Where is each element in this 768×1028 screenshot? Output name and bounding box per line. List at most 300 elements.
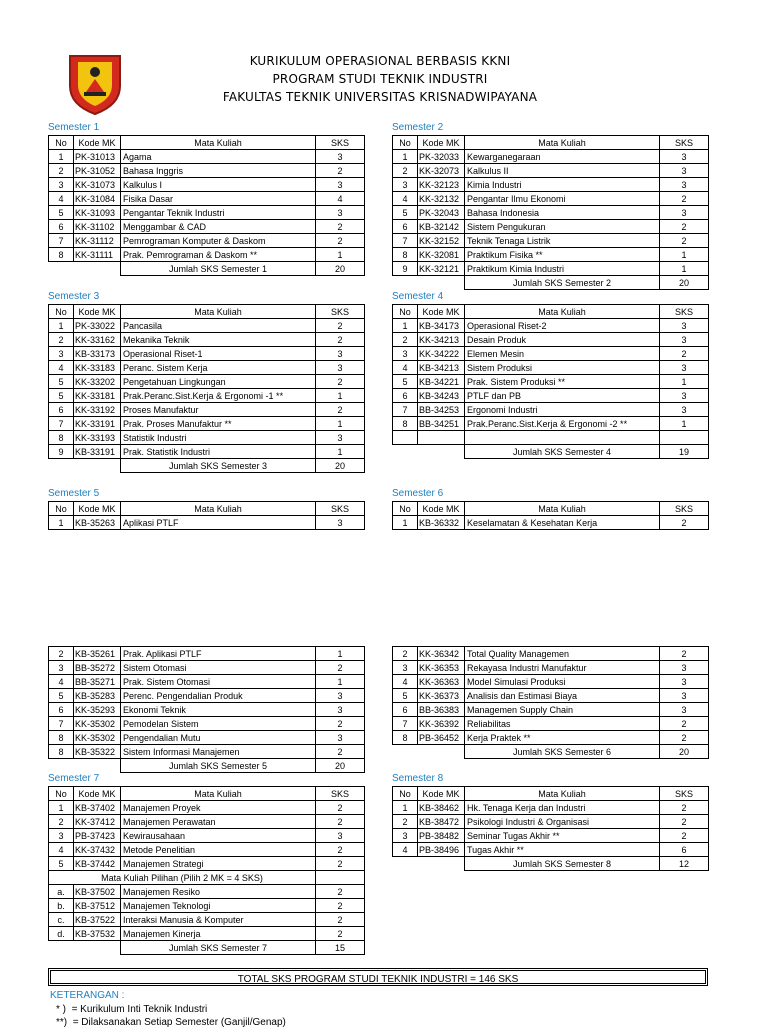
table-row	[49, 150, 365, 164]
table-row	[49, 731, 365, 745]
course-code: KK-36353	[418, 661, 465, 675]
total-value: 15	[316, 941, 365, 955]
table-row	[49, 745, 365, 759]
course-code: PK-31052	[74, 164, 121, 178]
course-no: 9	[49, 445, 74, 459]
course-code: KB-37502	[74, 885, 121, 899]
course-code: KK-32121	[418, 262, 465, 276]
table-row	[393, 319, 709, 333]
course-no: 8	[49, 431, 74, 445]
col-no-header: No	[393, 787, 418, 801]
course-name: Teknik Tenaga Listrik	[465, 234, 660, 248]
course-sks: 1	[316, 417, 365, 431]
total-value: 20	[316, 759, 365, 773]
course-no: 6	[49, 403, 74, 417]
total-blank	[393, 276, 465, 290]
semester-2-table	[392, 135, 709, 290]
keterangan-mark-2: **)	[56, 1017, 68, 1028]
course-sks: 1	[316, 675, 365, 689]
table-row	[393, 375, 709, 389]
keterangan-text-1: = Kurikulum Inti Teknik Industri	[71, 1004, 208, 1015]
course-no: 6	[49, 703, 74, 717]
course-name: Ergonomi Industri	[465, 403, 660, 417]
course-sks: 1	[316, 445, 365, 459]
course-name: Model Simulasi Produksi	[465, 675, 660, 689]
course-name: Manajemen Resiko	[121, 885, 316, 899]
table-row	[49, 516, 365, 530]
course-sks: 1	[660, 417, 709, 431]
course-no: 3	[49, 178, 74, 192]
course-no: 6	[393, 703, 418, 717]
table-row	[49, 843, 365, 857]
course-name: Kewirausahaan	[121, 829, 316, 843]
course-sks: 2	[660, 192, 709, 206]
table-row	[49, 431, 365, 445]
semester-1-table	[48, 135, 365, 276]
course-code: KB-37512	[74, 899, 121, 913]
course-code: KB-33191	[74, 445, 121, 459]
course-sks: 2	[316, 220, 365, 234]
table-row	[49, 927, 365, 941]
course-code: BB-34253	[418, 403, 465, 417]
course-no: 4	[49, 675, 74, 689]
course-sks: 1	[316, 389, 365, 403]
table-row	[49, 689, 365, 703]
course-no: 8	[49, 248, 74, 262]
table-row	[393, 248, 709, 262]
course-code: KK-34222	[418, 347, 465, 361]
course-sks: 2	[316, 857, 365, 871]
course-no: 7	[49, 717, 74, 731]
table-row	[49, 333, 365, 347]
course-sks: 2	[660, 647, 709, 661]
course-code: PK-33022	[74, 319, 121, 333]
total-blank	[393, 445, 465, 459]
empty-cell	[393, 431, 418, 445]
col-kode-header: Kode MK	[74, 136, 121, 150]
col-no-header: No	[49, 502, 74, 516]
course-no: 6	[49, 220, 74, 234]
course-code: KK-31093	[74, 206, 121, 220]
empty-row	[393, 431, 709, 445]
course-code: KK-33191	[74, 417, 121, 431]
course-code: PB-37423	[74, 829, 121, 843]
table-row	[49, 857, 365, 871]
course-code: KK-37432	[74, 843, 121, 857]
table-header-row	[49, 502, 365, 516]
course-code: KK-32123	[418, 178, 465, 192]
doc-title-line1: KURIKULUM OPERASIONAL BERBASIS KKNI	[249, 54, 511, 68]
course-code: BB-34251	[418, 417, 465, 431]
table-row	[393, 516, 709, 530]
course-sks: 3	[660, 703, 709, 717]
course-name: Prak. Proses Manufaktur **	[121, 417, 316, 431]
course-name: Psikologi Industri & Organisasi	[465, 815, 660, 829]
col-mk-header: Mata Kuliah	[121, 502, 316, 516]
table-row	[49, 445, 365, 459]
course-name: Proses Manufaktur	[121, 403, 316, 417]
course-sks: 2	[316, 927, 365, 941]
university-logo	[66, 52, 124, 116]
col-sks-header: SKS	[660, 502, 709, 516]
table-row	[393, 178, 709, 192]
course-code: KB-38472	[418, 815, 465, 829]
elective-blank	[316, 871, 365, 885]
doc-title-line3: FAKULTAS TEKNIK UNIVERSITAS KRISNADWIPAYANA	[222, 90, 538, 104]
course-sks: 2	[316, 333, 365, 347]
course-name: Pengendalian Mutu	[121, 731, 316, 745]
course-sks: 2	[660, 717, 709, 731]
col-kode-header: Kode MK	[74, 502, 121, 516]
col-no-header: No	[49, 305, 74, 319]
table-row	[393, 164, 709, 178]
table-row	[393, 361, 709, 375]
course-code: KK-36363	[418, 675, 465, 689]
course-name: Prak.Peranc.Sist.Kerja & Ergonomi -2 **	[465, 417, 660, 431]
course-sks: 3	[660, 178, 709, 192]
course-name: Peranc. Sistem Kerja	[121, 361, 316, 375]
total-label: Jumlah SKS Semester 3	[121, 459, 316, 473]
table-header-row	[393, 136, 709, 150]
table-row	[49, 829, 365, 843]
course-name: Manajemen Perawatan	[121, 815, 316, 829]
semester-8-table	[392, 786, 709, 871]
course-code: KB-34213	[418, 361, 465, 375]
course-code: KB-36332	[418, 516, 465, 530]
total-label: Jumlah SKS Semester 5	[121, 759, 316, 773]
total-row	[393, 445, 709, 459]
table-row	[393, 347, 709, 361]
semester-3-table	[48, 304, 365, 473]
course-code: PB-38482	[418, 829, 465, 843]
total-blank	[393, 745, 465, 759]
course-code: KK-33192	[74, 403, 121, 417]
semester-6-block-bottom	[392, 646, 709, 759]
course-code: KK-36342	[418, 647, 465, 661]
col-sks-header: SKS	[316, 136, 365, 150]
course-sks: 1	[660, 248, 709, 262]
col-kode-header: Kode MK	[74, 787, 121, 801]
course-sks: 1	[316, 647, 365, 661]
course-sks: 3	[316, 516, 365, 530]
course-sks: 2	[660, 801, 709, 815]
col-sks-header: SKS	[660, 136, 709, 150]
total-row	[393, 745, 709, 759]
table-row	[49, 899, 365, 913]
course-name: Kimia Industri	[465, 178, 660, 192]
course-no: 1	[49, 801, 74, 815]
total-label: Jumlah SKS Semester 2	[465, 276, 660, 290]
course-name: Prak. Sistem Otomasi	[121, 675, 316, 689]
course-no: 6	[393, 220, 418, 234]
course-sks: 3	[660, 206, 709, 220]
col-mk-header: Mata Kuliah	[465, 305, 660, 319]
semester-1-label: Semester 1	[48, 122, 100, 133]
course-no: 2	[393, 647, 418, 661]
course-no: 1	[49, 516, 74, 530]
semester-5-block-bottom	[48, 646, 365, 773]
course-sks: 3	[660, 689, 709, 703]
course-code: PK-32043	[418, 206, 465, 220]
course-no: 3	[49, 347, 74, 361]
course-code: KK-31111	[74, 248, 121, 262]
table-row	[49, 661, 365, 675]
col-no-header: No	[393, 136, 418, 150]
course-code: KK-33193	[74, 431, 121, 445]
course-code: KB-37442	[74, 857, 121, 871]
course-name: Hk. Tenaga Kerja dan Industri	[465, 801, 660, 815]
col-kode-header: Kode MK	[418, 305, 465, 319]
table-row	[393, 220, 709, 234]
course-name: Ekonomi Teknik	[121, 703, 316, 717]
elective-header-row	[49, 871, 365, 885]
table-row	[49, 403, 365, 417]
table-header-row	[49, 136, 365, 150]
course-name: Sistem Otomasi	[121, 661, 316, 675]
course-name: Managemen Supply Chain	[465, 703, 660, 717]
semester-6-table-top	[392, 501, 709, 530]
course-sks: 2	[660, 815, 709, 829]
course-name: Manajemen Strategi	[121, 857, 316, 871]
course-no: 5	[49, 689, 74, 703]
semester-7-block	[48, 772, 365, 955]
course-sks: 3	[316, 361, 365, 375]
course-no: 4	[49, 843, 74, 857]
course-sks: 2	[660, 347, 709, 361]
semester-3-block	[48, 290, 365, 473]
table-row	[49, 647, 365, 661]
course-sks: 4	[316, 192, 365, 206]
course-name: Operasional Riset-1	[121, 347, 316, 361]
course-sks: 2	[660, 829, 709, 843]
keterangan-text-2: = Dilaksanakan Setiap Semester (Ganjil/Genap)	[72, 1017, 286, 1028]
course-sks: 3	[660, 661, 709, 675]
course-code: KK-33183	[74, 361, 121, 375]
course-sks: 2	[316, 717, 365, 731]
total-row	[49, 759, 365, 773]
semester-5-label: Semester 5	[48, 488, 100, 499]
semester-1-block	[48, 121, 365, 276]
total-row	[49, 459, 365, 473]
course-name: Operasional Riset-2	[465, 319, 660, 333]
course-name: Prak. Sistem Produksi **	[465, 375, 660, 389]
doc-title-line2: PROGRAM STUDI TEKNIK INDUSTRI	[272, 72, 488, 86]
course-sks: 2	[316, 913, 365, 927]
col-sks-header: SKS	[660, 305, 709, 319]
total-value: 19	[660, 445, 709, 459]
col-sks-header: SKS	[316, 305, 365, 319]
course-code: KB-32142	[418, 220, 465, 234]
total-row	[393, 857, 709, 871]
course-sks: 1	[316, 248, 365, 262]
course-name: PTLF dan PB	[465, 389, 660, 403]
course-name: Kerja Praktek **	[465, 731, 660, 745]
course-code: PB-38496	[418, 843, 465, 857]
course-name: Pengantar Teknik Industri	[121, 206, 316, 220]
course-sks: 2	[316, 319, 365, 333]
course-sks: 3	[316, 703, 365, 717]
semester-7-label: Semester 7	[48, 773, 100, 784]
course-name: Manajemen Kinerja	[121, 927, 316, 941]
col-mk-header: Mata Kuliah	[121, 136, 316, 150]
total-blank	[49, 941, 121, 955]
table-row	[393, 843, 709, 857]
course-name: Pengetahuan Lingkungan	[121, 375, 316, 389]
course-code: KK-35302	[74, 717, 121, 731]
total-blank	[393, 857, 465, 871]
total-label: Jumlah SKS Semester 6	[465, 745, 660, 759]
course-no: 4	[393, 675, 418, 689]
table-row	[393, 689, 709, 703]
course-name: Sistem Pengukuran	[465, 220, 660, 234]
course-name: Sistem Produksi	[465, 361, 660, 375]
table-row	[393, 661, 709, 675]
grand-total: TOTAL SKS PROGRAM STUDI TEKNIK INDUSTRI = 146 SKS	[48, 968, 708, 986]
course-code: KK-33202	[74, 375, 121, 389]
semester-5-table-top	[48, 501, 365, 530]
course-no: 2	[393, 164, 418, 178]
total-row	[393, 276, 709, 290]
course-name: Pancasila	[121, 319, 316, 333]
empty-cell	[418, 431, 465, 445]
course-code: KK-37412	[74, 815, 121, 829]
total-blank	[49, 759, 121, 773]
keterangan-mark-1: * )	[56, 1004, 66, 1015]
course-no: 1	[393, 319, 418, 333]
course-sks: 2	[660, 220, 709, 234]
course-no: b.	[49, 899, 74, 913]
course-no: 4	[393, 843, 418, 857]
course-no: a.	[49, 885, 74, 899]
course-code: KB-34173	[418, 319, 465, 333]
course-name: Praktikum Fisika **	[465, 248, 660, 262]
course-name: Statistik Industri	[121, 431, 316, 445]
course-name: Analisis dan Estimasi Biaya	[465, 689, 660, 703]
course-sks: 3	[660, 164, 709, 178]
table-row	[393, 703, 709, 717]
course-no: 8	[49, 731, 74, 745]
course-no: c.	[49, 913, 74, 927]
course-name: Desain Produk	[465, 333, 660, 347]
course-code: KK-33162	[74, 333, 121, 347]
col-no-header: No	[393, 502, 418, 516]
total-label: Jumlah SKS Semester 4	[465, 445, 660, 459]
col-kode-header: Kode MK	[74, 305, 121, 319]
course-sks: 2	[316, 661, 365, 675]
table-row	[49, 192, 365, 206]
course-name: Kalkulus II	[465, 164, 660, 178]
table-header-row	[393, 787, 709, 801]
col-sks-header: SKS	[660, 787, 709, 801]
course-no: 3	[393, 178, 418, 192]
course-sks: 2	[316, 745, 365, 759]
course-no: 1	[49, 150, 74, 164]
course-name: Sistem Informasi Manajemen	[121, 745, 316, 759]
course-no: 2	[49, 815, 74, 829]
table-row	[393, 815, 709, 829]
table-row	[49, 178, 365, 192]
col-kode-header: Kode MK	[418, 136, 465, 150]
course-sks: 3	[316, 347, 365, 361]
course-no: 2	[49, 333, 74, 347]
course-code: KK-36373	[418, 689, 465, 703]
course-code: BB-35272	[74, 661, 121, 675]
course-sks: 3	[660, 361, 709, 375]
course-no: 4	[393, 192, 418, 206]
course-no: 2	[393, 815, 418, 829]
course-code: PK-32033	[418, 150, 465, 164]
course-no: 7	[49, 234, 74, 248]
course-no: 7	[393, 403, 418, 417]
table-header-row	[49, 787, 365, 801]
table-row	[393, 647, 709, 661]
course-code: KK-35293	[74, 703, 121, 717]
total-value: 20	[660, 276, 709, 290]
course-sks: 3	[660, 333, 709, 347]
course-sks: 3	[660, 319, 709, 333]
course-name: Seminar Tugas Akhir **	[465, 829, 660, 843]
course-sks: 2	[316, 164, 365, 178]
table-row	[393, 717, 709, 731]
table-row	[393, 150, 709, 164]
course-sks: 2	[316, 843, 365, 857]
col-no-header: No	[393, 305, 418, 319]
course-code: KK-35302	[74, 731, 121, 745]
elective-label: Mata Kuliah Pilihan (Pilih 2 MK = 4 SKS)	[49, 871, 316, 885]
course-no: 5	[49, 375, 74, 389]
course-no: 3	[393, 661, 418, 675]
course-name: Praktikum Kimia Industri	[465, 262, 660, 276]
course-code: KB-37402	[74, 801, 121, 815]
course-code: KK-31084	[74, 192, 121, 206]
table-row	[49, 375, 365, 389]
total-blank	[49, 262, 121, 276]
course-sks: 3	[316, 829, 365, 843]
table-row	[49, 675, 365, 689]
course-code: KK-34213	[418, 333, 465, 347]
col-mk-header: Mata Kuliah	[465, 787, 660, 801]
table-row	[49, 913, 365, 927]
table-row	[393, 389, 709, 403]
course-code: KK-32152	[418, 234, 465, 248]
course-no: 4	[49, 192, 74, 206]
semester-6-block-top	[392, 487, 709, 530]
course-no: 8	[393, 417, 418, 431]
table-row	[49, 347, 365, 361]
course-name: Fisika Dasar	[121, 192, 316, 206]
semester-3-label: Semester 3	[48, 291, 100, 302]
course-no: 7	[393, 234, 418, 248]
course-code: KK-32081	[418, 248, 465, 262]
course-sks: 1	[660, 262, 709, 276]
total-value: 20	[316, 459, 365, 473]
col-mk-header: Mata Kuliah	[121, 787, 316, 801]
col-kode-header: Kode MK	[418, 787, 465, 801]
semester-4-table	[392, 304, 709, 459]
col-kode-header: Kode MK	[418, 502, 465, 516]
keterangan-item-2	[56, 1017, 286, 1028]
course-sks: 3	[316, 731, 365, 745]
course-code: KK-31073	[74, 178, 121, 192]
table-header-row	[393, 305, 709, 319]
col-mk-header: Mata Kuliah	[121, 305, 316, 319]
course-sks: 2	[660, 731, 709, 745]
course-no: 9	[393, 262, 418, 276]
total-label: Jumlah SKS Semester 7	[121, 941, 316, 955]
course-code: KK-32132	[418, 192, 465, 206]
table-row	[393, 262, 709, 276]
course-code: KK-31112	[74, 234, 121, 248]
